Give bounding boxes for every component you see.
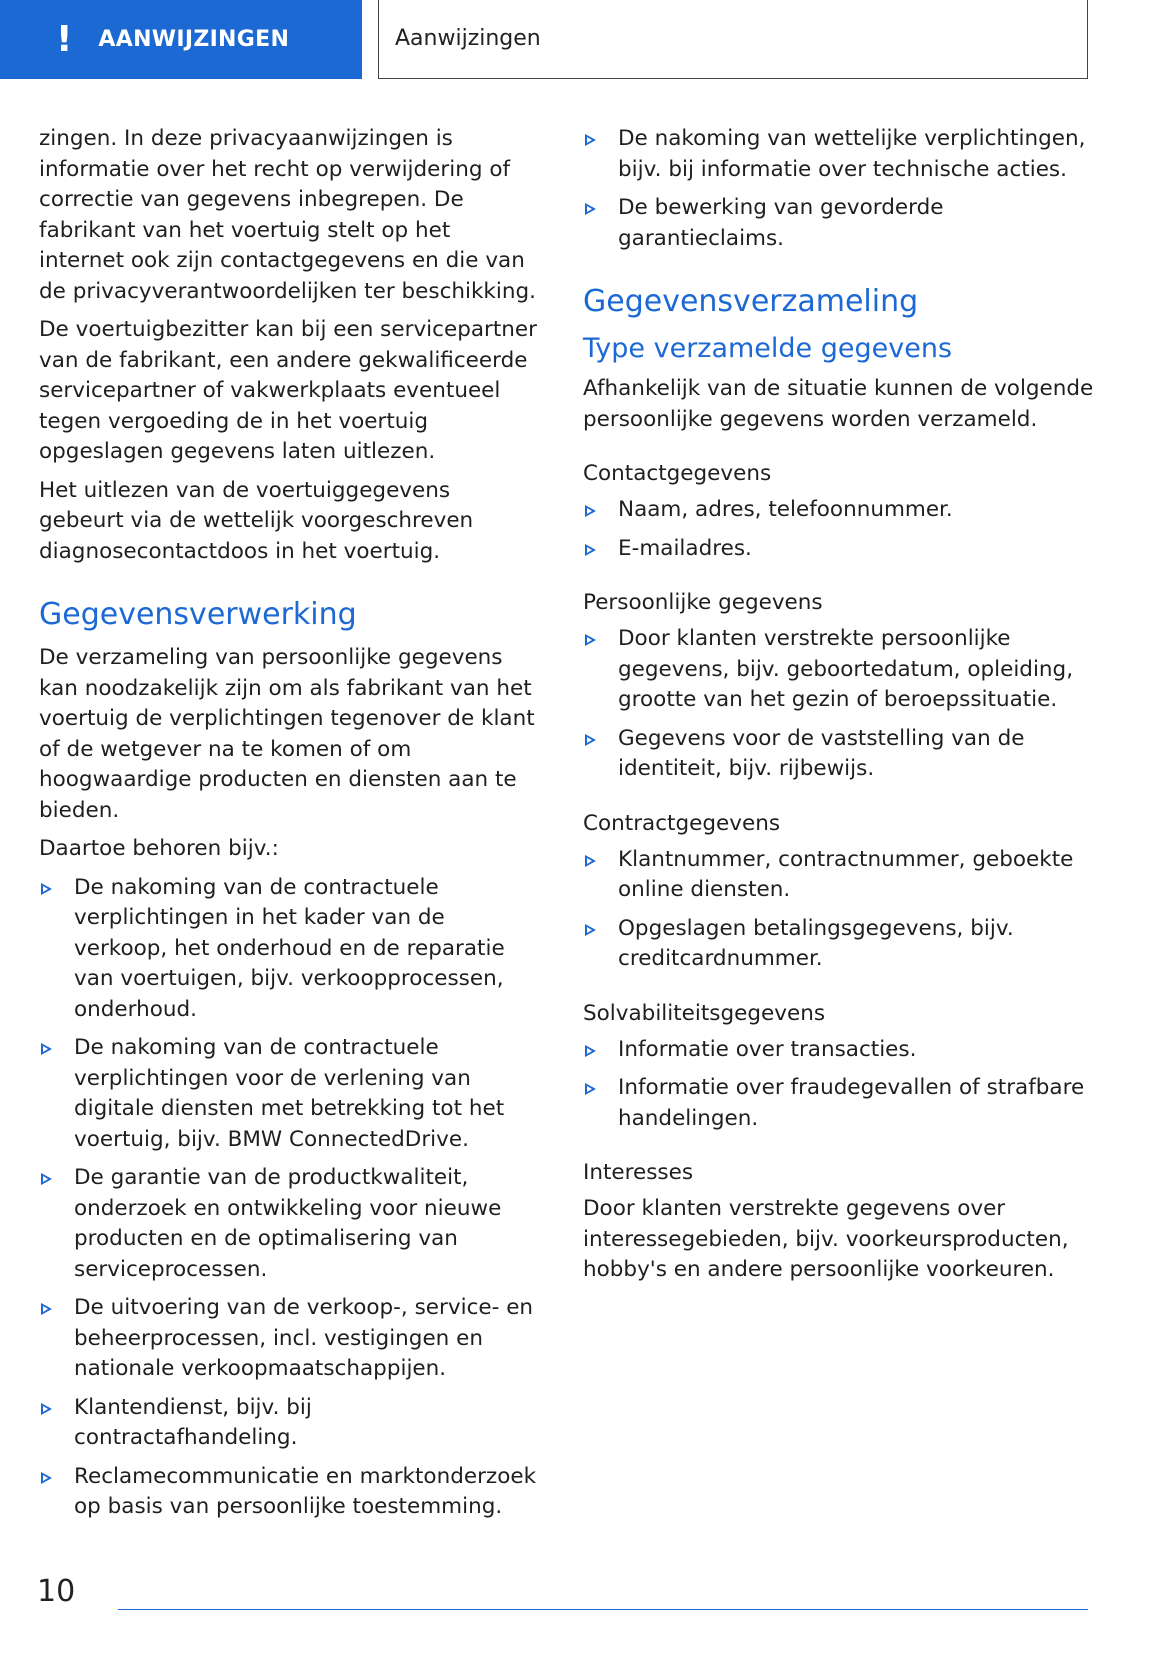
breadcrumb: Aanwijzingen bbox=[395, 25, 541, 51]
list-item-text: Reclamecommunicatie en marktonderzoek op basis van persoonlijke toestemming. bbox=[74, 1463, 537, 1519]
section-title-gegevensverwerking: Gegevensverwerking bbox=[39, 597, 357, 632]
solvency-list bbox=[583, 1035, 1103, 1135]
chapter-label: AANWIJZINGEN bbox=[98, 27, 290, 52]
list-item-text: Klantnummer, contractnummer, geboekte online diensten. bbox=[618, 846, 1074, 902]
group-title-persoonlijke-gegevens: Persoonlijke gegevens bbox=[583, 590, 823, 615]
personal-list bbox=[583, 624, 1103, 785]
triangle-bullet-icon bbox=[585, 134, 596, 146]
list-item bbox=[39, 873, 539, 1026]
group-title-interesses: Interesses bbox=[583, 1160, 694, 1185]
footer-rule bbox=[118, 1609, 1088, 1610]
triangle-bullet-icon bbox=[41, 1403, 52, 1415]
list-item bbox=[583, 534, 1103, 565]
contact-list bbox=[583, 495, 1103, 564]
triangle-bullet-icon bbox=[585, 634, 596, 646]
header-tab bbox=[0, 0, 362, 79]
subsection-title: Type verzamelde gegevens bbox=[583, 333, 953, 364]
group-title-contractgegevens: Contractgegevens bbox=[583, 810, 781, 836]
obligation-list bbox=[583, 124, 1103, 254]
triangle-bullet-icon bbox=[41, 883, 52, 895]
paragraph: De verzameling van persoonlijke gegevens kan noodzakelijk zijn om als fabrikant van het voertuig de verplichtingen tegenover de klant of de wetgever na te komen of om hoogwaardige producten en diensten aan te bieden. bbox=[39, 645, 535, 823]
list-item-text: Door klanten verstrekte persoonlijke gegevens, bijv. geboortedatum, opleiding, grootte van het gezin of beroepssituatie. bbox=[618, 626, 1074, 712]
list-item bbox=[39, 1293, 539, 1385]
list-item-text: De nakoming van de contractuele verplichtingen voor de verlening van digitale diensten met betrekking tot het voertuig, bijv. BMW ConnectedDrive. bbox=[74, 1035, 505, 1152]
triangle-bullet-icon bbox=[585, 924, 596, 936]
list-item-text: De nakoming van de contractuele verplichtingen in het kader van de verkoop, het onderhoud en de reparatie van voertuigen, bijv. verkoopprocessen, onderhoud. bbox=[74, 874, 505, 1022]
list-item-text: Naam, adres, telefoonnummer. bbox=[618, 497, 953, 522]
group-title-solvabiliteitsgegevens: Solvabiliteitsgegevens bbox=[583, 1000, 826, 1026]
list-item bbox=[583, 124, 1103, 185]
list-item bbox=[583, 624, 1103, 716]
list-item bbox=[39, 1462, 539, 1523]
triangle-bullet-icon bbox=[41, 1303, 52, 1315]
list-item bbox=[583, 1035, 1103, 1066]
paragraph: De voertuigbezitter kan bij een servicepartner van de fabrikant, een andere gekwalificeerde servicepartner of vakwerkplaats eventueel tegen vergoeding de in het voertuig opgeslagen gegevens laten uitlezen. bbox=[39, 317, 537, 464]
triangle-bullet-icon bbox=[585, 203, 596, 215]
list-item bbox=[583, 193, 1103, 254]
paragraph: Afhankelijk van de situatie kunnen de volgende persoonlijke gegevens worden verzameld. bbox=[583, 376, 1094, 432]
right-column bbox=[583, 124, 1103, 1294]
list-item-text: De garantie van de productkwaliteit, onderzoek en ontwikkeling voor nieuwe producten en de optimalisering van serviceprocessen. bbox=[74, 1165, 502, 1282]
triangle-bullet-icon bbox=[41, 1173, 52, 1185]
paragraph: Door klanten verstrekte gegevens over interessegebieden, bijv. voorkeursproducten, hobby's en andere persoonlijke voorkeuren. bbox=[583, 1196, 1069, 1282]
paragraph: Het uitlezen van de voertuiggegevens gebeurt via de wettelijk voorgeschreven diagnosecontactdoos in het voertuig. bbox=[39, 477, 474, 564]
left-column bbox=[39, 124, 539, 1531]
exclamation-icon: ! bbox=[56, 18, 73, 60]
list-item-text: E-mailadres. bbox=[618, 535, 752, 561]
list-item-text: Klantendienst, bijv. bij contractafhandeling. bbox=[74, 1394, 312, 1450]
list-item-text: Opgeslagen betalingsgegevens, bijv. creditcardnummer. bbox=[618, 915, 1014, 971]
list-item-text: Gegevens voor de vaststelling van de identiteit, bijv. rijbewijs. bbox=[618, 725, 1025, 781]
list-item bbox=[583, 914, 1103, 975]
contract-list bbox=[583, 845, 1103, 975]
group-title-contactgegevens: Contactgegevens bbox=[583, 461, 772, 486]
list-item bbox=[583, 724, 1103, 785]
list-item-text: De nakoming van wettelijke verplichtingen, bijv. bij informatie over technische acties. bbox=[618, 126, 1086, 182]
list-item bbox=[583, 845, 1103, 906]
list-item bbox=[39, 1393, 539, 1454]
paragraph: Daartoe behoren bijv.: bbox=[39, 836, 279, 861]
triangle-bullet-icon bbox=[585, 855, 596, 867]
triangle-bullet-icon bbox=[585, 1045, 596, 1057]
purpose-list bbox=[39, 873, 539, 1523]
triangle-bullet-icon bbox=[41, 1472, 52, 1484]
triangle-bullet-icon bbox=[585, 544, 596, 556]
list-item-text: Informatie over transacties. bbox=[618, 1036, 917, 1062]
page-number: 10 bbox=[37, 1574, 76, 1609]
triangle-bullet-icon bbox=[585, 734, 596, 746]
list-item bbox=[583, 495, 1103, 526]
triangle-bullet-icon bbox=[41, 1043, 52, 1055]
list-item-text: De uitvoering van de verkoop-, service- en beheerprocessen, incl. vestigingen en nationale verkoopmaatschappijen. bbox=[74, 1295, 534, 1381]
list-item-text: Informatie over fraudegevallen of strafbare handelingen. bbox=[618, 1075, 1085, 1131]
list-item bbox=[39, 1163, 539, 1285]
list-item bbox=[39, 1033, 539, 1155]
paragraph: zingen. In deze privacyaanwijzingen is informatie over het recht op verwijdering of correctie van gegevens inbegrepen. De fabrikant van het voertuig stelt op het internet ook zijn contactgegevens en die van de privacyverantwoordelijken ter beschikking. bbox=[39, 126, 536, 304]
breadcrumb-box bbox=[378, 0, 1088, 79]
triangle-bullet-icon bbox=[585, 505, 596, 517]
list-item bbox=[583, 1073, 1103, 1134]
section-title-gegevensverzameling: Gegevensverzameling bbox=[583, 284, 919, 319]
list-item-text: De bewerking van gevorderde garantieclaims. bbox=[618, 195, 944, 251]
triangle-bullet-icon bbox=[585, 1083, 596, 1095]
